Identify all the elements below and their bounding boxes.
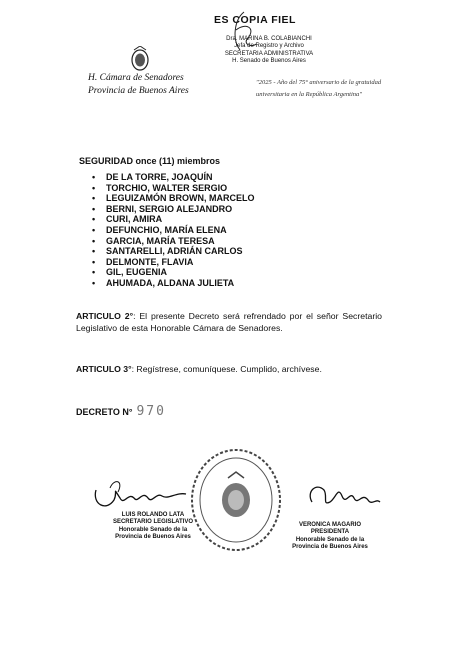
signatory-org: Honorable Senado de la: [295, 536, 365, 543]
bullet-icon: •: [92, 277, 96, 288]
left-signature-icon: [90, 470, 200, 516]
member-name: AHUMADA, ALDANA JULIETA: [106, 277, 235, 288]
member-name: GARCIA, MARÍA TERESA: [106, 235, 215, 246]
list-item: [92, 267, 255, 278]
member-name: TORCHIO, WALTER SERGIO: [106, 182, 228, 193]
signatory-name: LUIS ROLANDO LATA: [121, 512, 185, 518]
bullet-icon: •: [92, 256, 96, 267]
member-name: BERNI, SERGIO ALEJANDRO: [106, 203, 233, 214]
list-item: [92, 278, 255, 289]
list-item: [92, 236, 255, 247]
chamber-name: H. Cámara de Senadores: [88, 73, 184, 83]
certification-line: SECRETARIA ADMINISTRATIVA: [224, 50, 314, 57]
list-item: [92, 246, 255, 257]
signatory-name: VERONICA MAGARIO: [298, 522, 362, 528]
certification-line: Jefa de Registro y Archivo: [234, 43, 304, 50]
list-item: [92, 172, 255, 183]
signatory-org: Honorable Senado de la: [118, 526, 188, 533]
list-item: [92, 257, 255, 268]
bullet-icon: •: [92, 235, 96, 246]
member-name: CURI, AMIRA: [106, 214, 163, 225]
member-name: DEFUNCHIO, MARÍA ELENA: [106, 224, 227, 235]
list-item: [92, 204, 255, 215]
year-motto: [256, 77, 381, 101]
bullet-icon: •: [92, 214, 96, 225]
article-3-label: ARTICULO 3°: [76, 364, 132, 374]
member-name: DELMONTE, FLAVIA: [106, 256, 194, 267]
decree-label: DECRETO N°: [76, 407, 133, 417]
member-name: LEGUIZAMÓN BROWN, MARCELO: [106, 193, 255, 204]
signatory-org: Provincia de Buenos Aires: [292, 544, 368, 551]
member-list: [92, 172, 255, 289]
list-item: [92, 214, 255, 225]
decree-number: 970: [136, 404, 166, 419]
list-item: [92, 193, 255, 204]
signatory-title: PRESIDENTA: [310, 529, 350, 536]
bullet-icon: •: [92, 203, 96, 214]
article-3: [76, 364, 382, 376]
right-signatory: [280, 522, 380, 552]
motto-line: universitaria en la República Argentina": [256, 91, 362, 98]
committee-title: SEGURIDAD once (11) miembros: [79, 156, 221, 166]
chamber-header: [88, 72, 189, 97]
list-item: [92, 225, 255, 236]
motto-line: "2025 - Año del 75° aniversario de la gratuidad: [256, 79, 382, 86]
member-name: GIL, EUGENIA: [106, 267, 168, 278]
list-item: [92, 183, 255, 194]
bullet-icon: •: [92, 224, 96, 235]
article-2: [76, 311, 382, 334]
article-2-label: ARTICULO 2°: [76, 311, 134, 321]
certification-line: H. Senado de Buenos Aires: [232, 58, 306, 65]
bullet-icon: •: [92, 193, 96, 204]
coat-of-arms-icon: [130, 46, 150, 72]
article-3-text: : Regístrese, comuníquese. Cumplido, archívese.: [131, 364, 322, 374]
province-name: Provincia de Buenos Aires: [88, 85, 189, 96]
copy-certification-stamp: ES COPIA FIEL: [214, 14, 296, 26]
article-2-text: : El presente Decreto será refrendado por el señor Secretario Legislativo de esta Honorable Cámara de Senadores.: [76, 311, 382, 333]
member-name: SANTARELLI, ADRIÁN CARLOS: [106, 246, 243, 257]
bullet-icon: •: [92, 182, 96, 193]
signatory-org: Provincia de Buenos Aires: [115, 534, 191, 541]
bullet-icon: •: [92, 172, 96, 182]
member-name: DE LA TORRE, JOAQUÍN: [106, 172, 213, 182]
certification-signature-icon: [226, 10, 262, 56]
bullet-icon: •: [92, 267, 96, 278]
certification-line: Dra. MARINA B. COLABIANCHI: [226, 36, 312, 42]
decree-number-line: [76, 404, 166, 419]
signatory-title: SECRETARIO LEGISLATIVO: [112, 519, 194, 526]
official-seal-icon: [190, 448, 282, 552]
right-signature-icon: [302, 472, 382, 522]
bullet-icon: •: [92, 246, 96, 257]
